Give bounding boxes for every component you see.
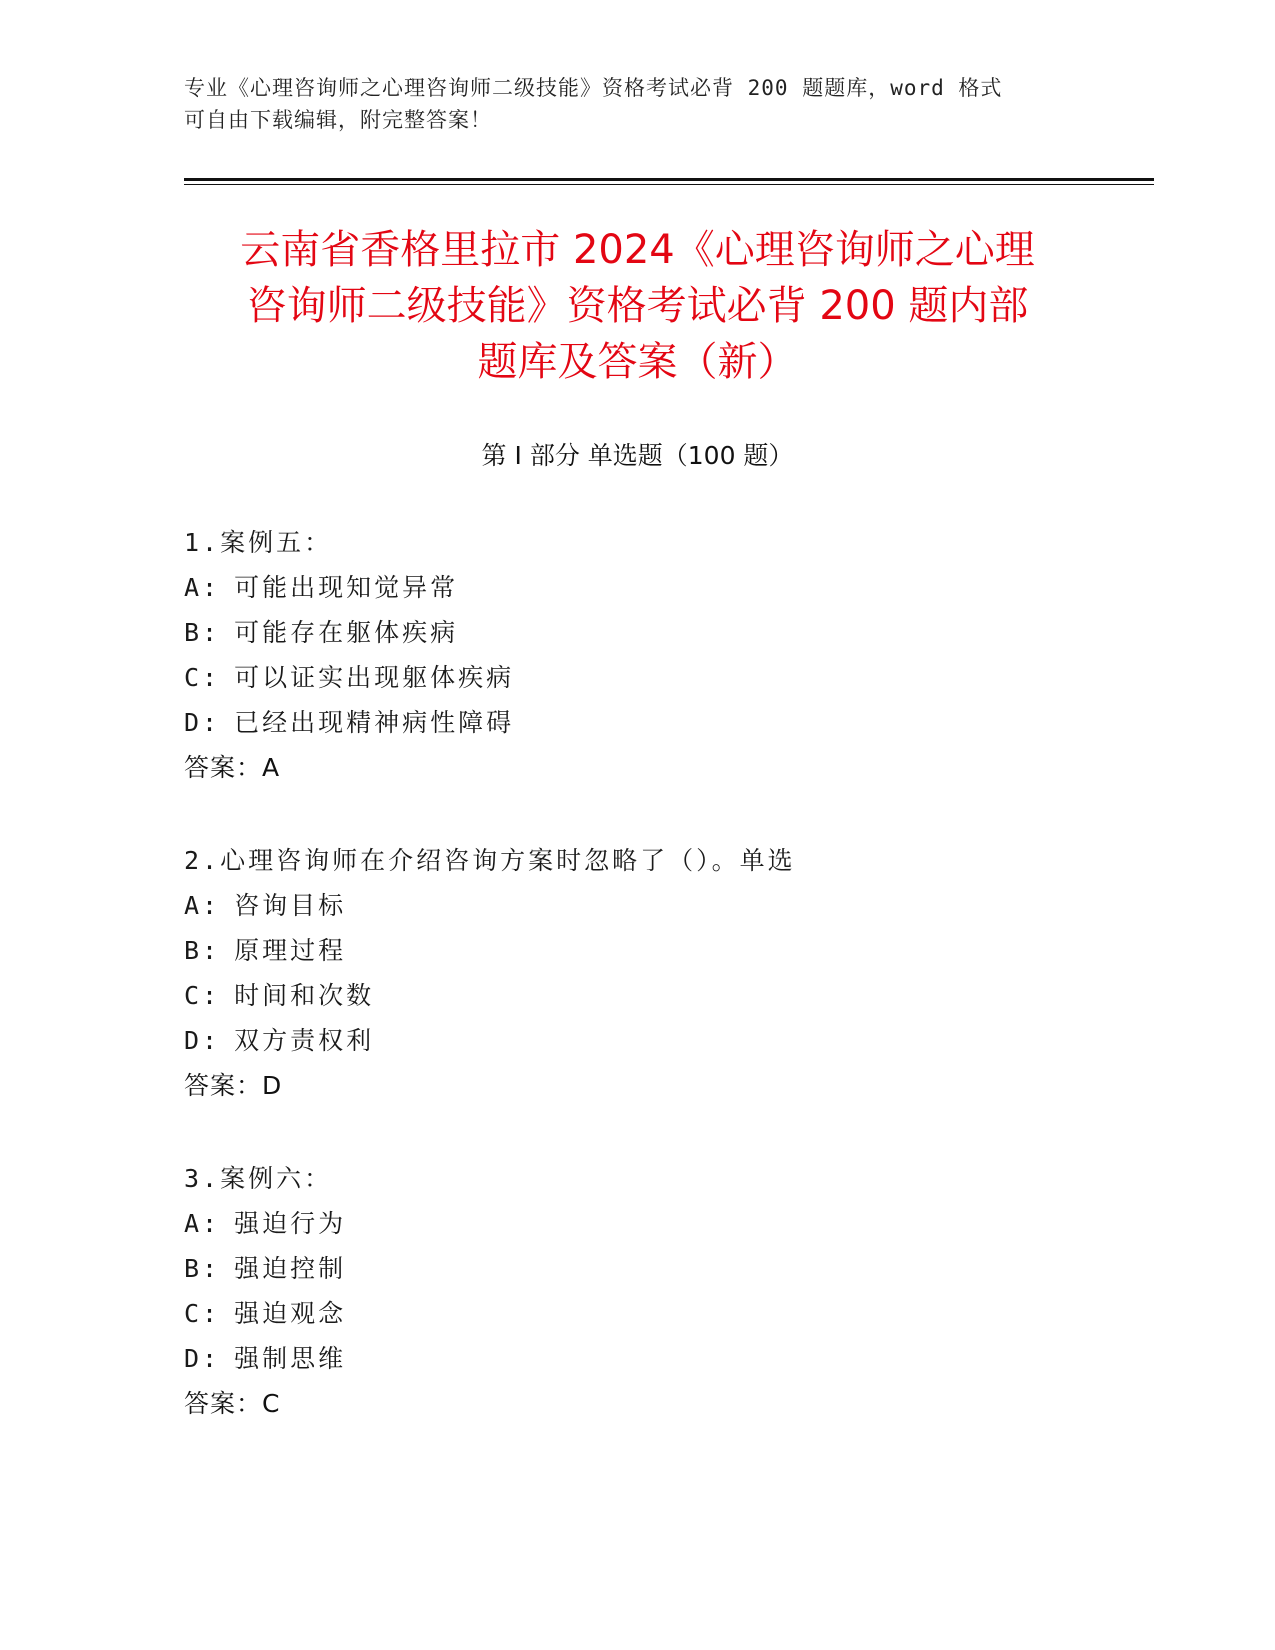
header-divider-thick: [184, 178, 1154, 181]
option-text: 原理过程: [234, 936, 347, 965]
option-key: D:: [184, 1026, 221, 1055]
option-key: D:: [184, 708, 221, 737]
option-key: B:: [184, 618, 221, 647]
option-b: [184, 928, 1144, 973]
question-stem: 2.心理咨询师在介绍咨询方案时忽略了（）。单选: [184, 846, 796, 875]
question-stem: 3.案例六：: [184, 1164, 333, 1193]
section-title: 第 I 部分 单选题（100 题）: [481, 441, 794, 470]
header-note-line-2: 可自由下载编辑，附完整答案！: [184, 108, 492, 132]
question-1: [184, 520, 1144, 790]
option-d: [184, 1336, 1144, 1381]
option-a: [184, 565, 1144, 610]
document-title: [150, 222, 1125, 390]
option-c: [184, 1291, 1144, 1336]
option-key: B:: [184, 936, 221, 965]
option-text: 时间和次数: [234, 981, 375, 1010]
question-list: [184, 520, 1144, 1474]
option-text: 双方责权利: [234, 1026, 375, 1055]
header-note: [184, 72, 1084, 136]
option-key: A:: [184, 573, 221, 602]
document-title-line-2: 咨询师二级技能》资格考试必背 200 题内部: [246, 283, 1029, 329]
question-stem: 1.案例五：: [184, 528, 333, 557]
header-note-line-1: 专业《心理咨询师之心理咨询师二级技能》资格考试必背 200 题题库，word 格式: [184, 76, 1003, 100]
option-text: 强迫控制: [234, 1254, 347, 1283]
option-key: A:: [184, 1209, 221, 1238]
option-c: [184, 973, 1144, 1018]
option-text: 可以证实出现躯体疾病: [234, 663, 515, 692]
option-text: 可能出现知觉异常: [234, 573, 459, 602]
question-3: [184, 1156, 1144, 1426]
option-b: [184, 1246, 1144, 1291]
document-title-line-3: 题库及答案（新）: [477, 339, 798, 385]
option-b: [184, 610, 1144, 655]
question-2: [184, 838, 1144, 1108]
option-a: [184, 883, 1144, 928]
option-text: 强迫行为: [234, 1209, 347, 1238]
option-key: D:: [184, 1344, 221, 1373]
answer: 答案：A: [184, 753, 281, 782]
option-a: [184, 1201, 1144, 1246]
answer: 答案：D: [184, 1071, 283, 1100]
option-text: 咨询目标: [234, 891, 347, 920]
option-text: 可能存在躯体疾病: [234, 618, 459, 647]
option-text: 强迫观念: [234, 1299, 347, 1328]
option-key: B:: [184, 1254, 221, 1283]
option-c: [184, 655, 1144, 700]
document-title-line-1: 云南省香格里拉市 2024《心理咨询师之心理: [240, 227, 1035, 273]
option-d: [184, 700, 1144, 745]
option-text: 已经出现精神病性障碍: [234, 708, 515, 737]
answer: 答案：C: [184, 1389, 281, 1418]
option-d: [184, 1018, 1144, 1063]
option-key: A:: [184, 891, 221, 920]
option-text: 强制思维: [234, 1344, 347, 1373]
option-key: C:: [184, 663, 221, 692]
option-key: C:: [184, 1299, 221, 1328]
header-divider-thin: [184, 184, 1154, 185]
option-key: C:: [184, 981, 221, 1010]
